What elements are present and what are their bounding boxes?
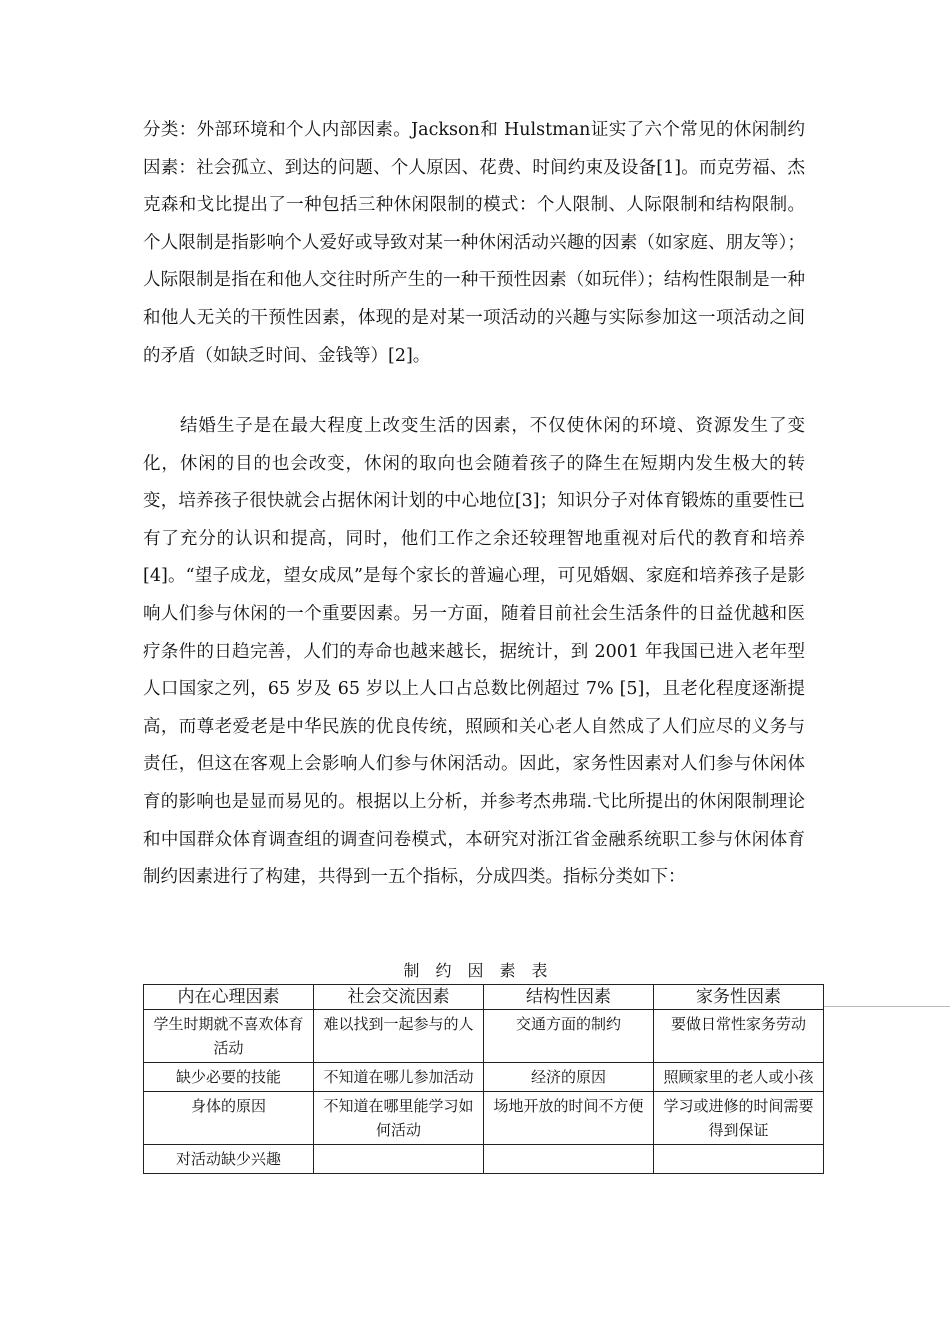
column-header-household: 家务性因素 (654, 985, 824, 1010)
table-cell: 不知道在哪里能学习如何活动 (314, 1092, 484, 1145)
table-cell (654, 1145, 824, 1174)
table-cell (314, 1145, 484, 1174)
divider-line (824, 1006, 950, 1007)
table-cell: 经济的原因 (484, 1063, 654, 1092)
table-cell: 交通方面的制约 (484, 1010, 654, 1063)
column-header-structural: 结构性因素 (484, 985, 654, 1010)
table-header-row (144, 985, 824, 1010)
table-row (144, 1092, 824, 1145)
table-row (144, 1010, 824, 1063)
constraint-factors-table (143, 984, 824, 1174)
body-paragraph-1: 分类：外部环境和个人内部因素。Jackson和 Hulstman证实了六个常见的休闲制约因素：社会孤立、到达的问题、个人原因、花费、时间约束及设备[1]。而克劳福、杰克森和戈比提出了一种包括三种休闲限制的模式：个人限制、人际限制和结构限制。个人限制是指影响个人爱好或导致对某一种休闲活动兴趣的因素（如家庭、朋友等）；人际限制是指在和他人交往时所产生的一种干预性因素（如玩伴）；结构性限制是一种和他人无关的干预性因素，体现的是对某一项活动的兴趣与实际参加这一项活动之间的矛盾（如缺乏时间、金钱等）[2]。 (143, 120, 805, 366)
table-cell: 学生时期就不喜欢体育活动 (144, 1010, 314, 1063)
table-cell: 学习或进修的时间需要得到保证 (654, 1092, 824, 1145)
table-cell: 不知道在哪儿参加活动 (314, 1063, 484, 1092)
column-header-internal-psychological: 内在心理因素 (144, 985, 314, 1010)
table-row (144, 1145, 824, 1174)
table-cell: 难以找到一起参与的人 (314, 1010, 484, 1063)
table-caption: 制约因素表 (403, 961, 564, 980)
body-paragraph-2: 结婚生子是在最大程度上改变生活的因素，不仅使休闲的环境、资源发生了变化，休闲的目的也会改变，休闲的取向也会随着孩子的降生在短期内发生极大的转变，培养孩子很快就会占据休闲计划的中心地位[3]；知识分子对体育锻炼的重要性已有了充分的认识和提高，同时，他们工作之余还较理智地重视对后代的教育和培养[4]。“望子成龙，望女成凤”是每个家长的普遍心理，可见婚姻、家庭和培养孩子是影响人们参与休闲的一个重要因素。另一方面，随着目前社会生活条件的日益优越和医疗条件的日趋完善，人们的寿命也越来越长，据统计，到 2001 年我国已进入老年型人口国家之列，65 岁及 65 岁以上人口占总数比例超过 7% [5]，且老化程度逐渐提高，而尊老爱老是中华民族的优良传统，照顾和关心老人自然成了人们应尽的义务与责任，但这在客观上会影响人们参与休闲活动。因此，家务性因素对人们参与休闲体育的影响也是显而易见的。根据以上分析，并参考杰弗瑞.弋比所提出的休闲限制理论和中国群众体育调查组的调查问卷模式，本研究对浙江省金融系统职工参与休闲体育制约因素进行了构建，共得到一五个指标，分成四类。指标分类如下： (143, 416, 805, 888)
table-cell: 对活动缺少兴趣 (144, 1145, 314, 1174)
table-cell (484, 1145, 654, 1174)
table-row (144, 1063, 824, 1092)
table-cell: 要做日常性家务劳动 (654, 1010, 824, 1063)
table-cell: 场地开放的时间不方便 (484, 1092, 654, 1145)
table-cell: 缺少必要的技能 (144, 1063, 314, 1092)
table-cell: 身体的原因 (144, 1092, 314, 1145)
table-cell: 照顾家里的老人或小孩 (654, 1063, 824, 1092)
column-header-social-interaction: 社会交流因素 (314, 985, 484, 1010)
